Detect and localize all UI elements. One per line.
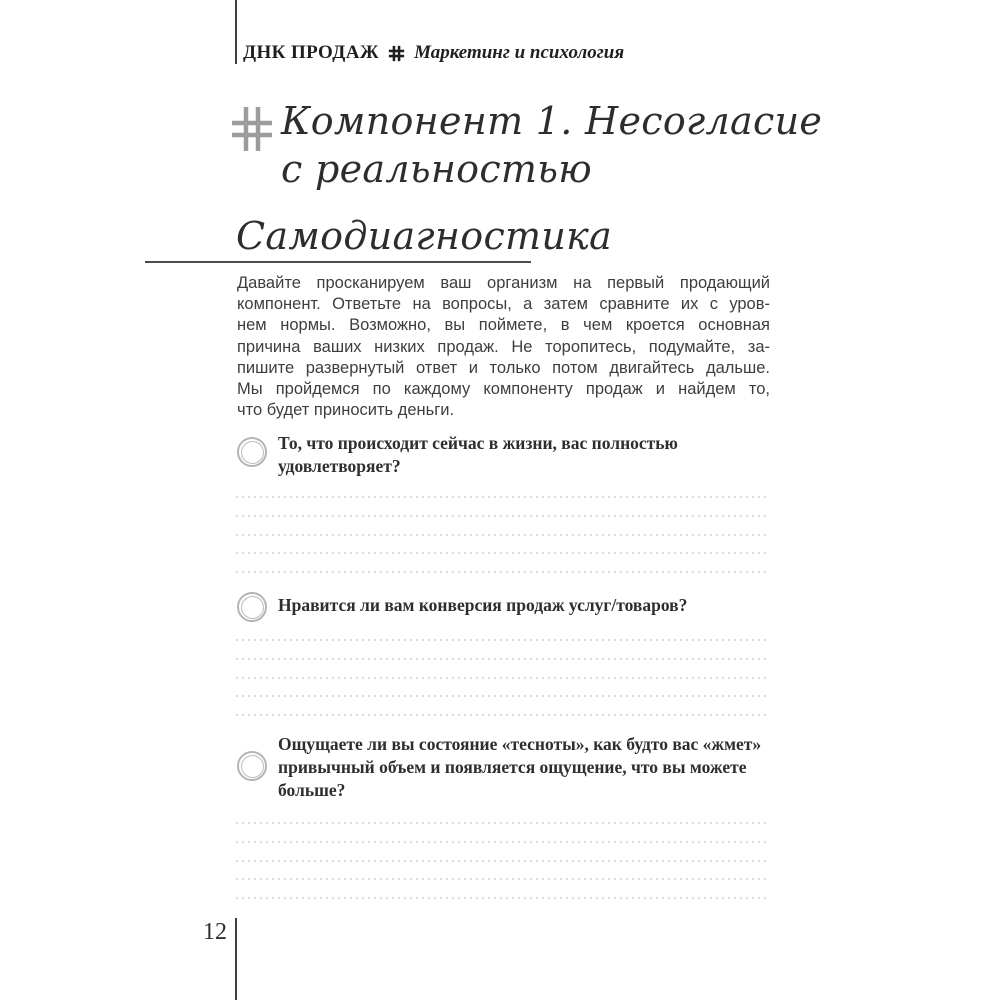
dotted-answer-line bbox=[236, 496, 770, 498]
question-text: Нравится ли вам конверсия продаж услуг/товаров? bbox=[278, 595, 688, 615]
running-head bbox=[243, 42, 624, 64]
hash-dna-icon bbox=[388, 45, 405, 62]
paragraph-line: пишите развернутый ответ и только потом двигайтесь дальше. bbox=[237, 358, 770, 377]
top-vertical-rule bbox=[235, 0, 237, 64]
double-circle-icon bbox=[237, 437, 267, 467]
dotted-answer-line bbox=[236, 841, 770, 843]
double-circle-icon bbox=[237, 751, 267, 781]
dotted-answer-line bbox=[236, 822, 770, 824]
chapter-title-line2: с реальностью bbox=[281, 147, 592, 191]
dotted-answer-line bbox=[236, 552, 770, 554]
dotted-answer-line bbox=[236, 571, 770, 573]
question-text: То, что происходит сейчас в жизни, вас полностью удовлетворяет? bbox=[278, 433, 678, 476]
section-title: Самодиагностика bbox=[236, 214, 613, 258]
dotted-answer-line bbox=[236, 534, 770, 536]
section-underline bbox=[145, 261, 531, 263]
dotted-answer-line bbox=[236, 695, 770, 697]
hash-dna-icon bbox=[231, 104, 273, 159]
page-number: 12 bbox=[203, 919, 227, 945]
double-circle-icon bbox=[237, 592, 267, 622]
answer-lines-block bbox=[236, 639, 770, 733]
dotted-answer-line bbox=[236, 860, 770, 862]
paragraph-line: Мы пройдемся по каждому компоненту продаж и найдем то, bbox=[237, 379, 770, 398]
chapter-title-line1: Компонент 1. Несогласие bbox=[281, 99, 823, 143]
paragraph-line: причина ваших низких продаж. Не торопитесь, подумайте, за- bbox=[237, 337, 770, 356]
dotted-answer-line bbox=[236, 897, 770, 899]
dotted-answer-line bbox=[236, 658, 770, 660]
paragraph-line: что будет приносить деньги. bbox=[237, 401, 455, 420]
paragraph-line: Давайте просканируем ваш организм на первый продающий bbox=[237, 274, 770, 292]
chapter-title bbox=[281, 97, 822, 193]
dotted-answer-line bbox=[236, 677, 770, 679]
answer-lines-block bbox=[236, 822, 770, 916]
intro-paragraph bbox=[237, 273, 770, 421]
book-subtitle: Маркетинг и психология bbox=[414, 42, 625, 63]
dotted-answer-line bbox=[236, 515, 770, 517]
paragraph-line: компонент. Ответьте на вопросы, а затем сравните их с уров- bbox=[237, 295, 770, 314]
answer-lines-block bbox=[236, 496, 770, 590]
book-title: ДНК ПРОДАЖ bbox=[243, 42, 380, 63]
dotted-answer-line bbox=[236, 714, 770, 716]
question-text: Ощущаете ли вы состояние «тесноты», как будто вас «жмет» привычный объем и появляется ощущение, что вы можете больше? bbox=[278, 734, 762, 800]
bottom-vertical-rule bbox=[235, 918, 237, 1000]
dotted-answer-line bbox=[236, 878, 770, 880]
dotted-answer-line bbox=[236, 639, 770, 641]
paragraph-line: нем нормы. Возможно, вы поймете, в чем кроется основная bbox=[237, 316, 770, 335]
